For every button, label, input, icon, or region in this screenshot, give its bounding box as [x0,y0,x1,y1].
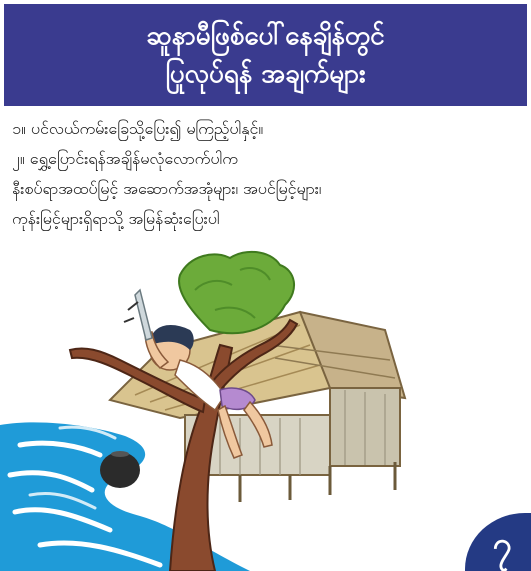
instruction-1: ၁။ ပင်လယ်ကမ်းခြေသို့ပြေး၍ မကြည့်ပါနှင့်။ [12,119,264,138]
title-line-2: ပြုလုပ်ရန် အချက်များ [165,59,366,89]
clay-pot [100,452,140,488]
title-banner [4,4,527,106]
instruction-2-end: ကုန်းမြင့်များရှိရာသို့ အမြန်ဆုံးပြေးပါ [12,209,220,228]
illustration-boy-in-tree [0,250,531,571]
instructions-text [12,114,522,234]
instruction-2-continued: နီးစပ်ရာအထပ်မြင့် အဆောက်အအုံများ၊ အပင်မြင့်များ၊ [12,179,322,198]
title-line-1: ဆူနာမီဖြစ်ပေါ်နေချိန်တွင် [146,21,385,51]
instruction-2: ၂။ ရွှေ့ပြောင်းရန်အချိန်မလုံလောက်ပါက [12,149,238,168]
page-number: ၇ [492,525,512,565]
